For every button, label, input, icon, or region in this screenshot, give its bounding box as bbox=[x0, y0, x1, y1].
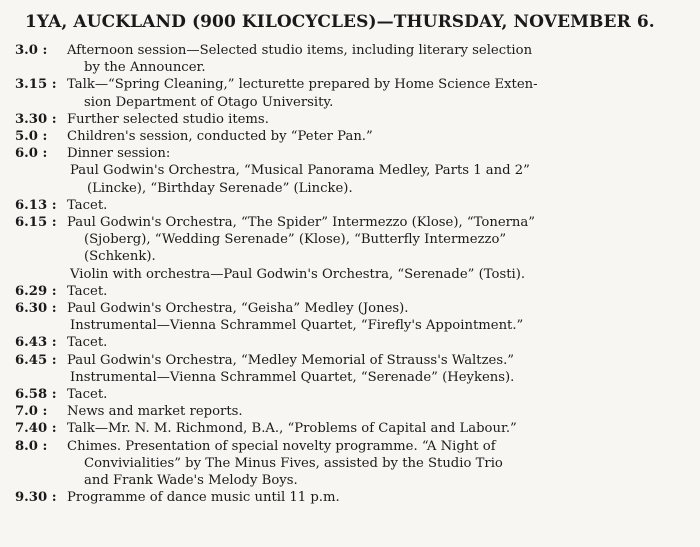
entry-line: Talk—“Spring Cleaning,” lecturette prepared by Home Science Exten- bbox=[67, 77, 538, 93]
entry-time: 7.0 : bbox=[15, 404, 48, 420]
entry-description bbox=[67, 283, 695, 300]
entry-line: and Frank Wade's Melody Boys. bbox=[84, 473, 298, 489]
entry-time: 6.58 : bbox=[15, 387, 57, 403]
programme-entry bbox=[15, 145, 695, 197]
entry-line: Tacet. bbox=[67, 197, 108, 213]
programme-entry bbox=[15, 300, 695, 334]
entry-description bbox=[67, 403, 695, 420]
entry-time: 6.29 : bbox=[15, 283, 57, 299]
programme-entry bbox=[15, 352, 695, 386]
entry-description bbox=[67, 111, 695, 128]
entry-time: 6.43 : bbox=[15, 335, 57, 351]
entry-line: Tacet. bbox=[67, 335, 108, 351]
entry-description bbox=[67, 438, 695, 490]
entry-description bbox=[67, 300, 695, 334]
entry-line: Paul Godwin's Orchestra, “Musical Panorama Medley, Parts 1 and 2” bbox=[70, 163, 530, 179]
entry-description bbox=[67, 197, 695, 214]
entry-line: by the Announcer. bbox=[84, 60, 206, 76]
entry-time: 6.0 : bbox=[15, 146, 48, 162]
programme-entry bbox=[15, 489, 695, 506]
entry-line: (Lincke), “Birthday Serenade” (Lincke). bbox=[87, 180, 353, 196]
entry-line: Further selected studio items. bbox=[67, 111, 269, 127]
entry-description bbox=[67, 42, 695, 76]
programme-entry bbox=[15, 334, 695, 351]
entry-line: Programme of dance music until 11 p.m. bbox=[67, 490, 340, 506]
entry-time: 8.0 : bbox=[15, 438, 48, 454]
entry-description bbox=[67, 420, 695, 437]
station-heading: 1YA, AUCKLAND (900 KILOCYCLES)—THURSDAY, NOVEMBER 6. bbox=[25, 12, 655, 32]
entry-time: 5.0 : bbox=[15, 129, 48, 145]
entry-line: Dinner session: bbox=[67, 146, 171, 162]
entry-description bbox=[67, 128, 695, 145]
entry-time: 6.45 : bbox=[15, 352, 57, 368]
entry-line: Tacet. bbox=[67, 283, 108, 299]
entry-line: Instrumental—Vienna Schrammel Quartet, “Firefly's Appointment.” bbox=[70, 318, 524, 334]
entry-line: Talk—Mr. N. M. Richmond, B.A., “Problems of Capital and Labour.” bbox=[67, 421, 517, 437]
programme-entry bbox=[15, 111, 695, 128]
entry-time: 3.15 : bbox=[15, 77, 57, 93]
programme-entry bbox=[15, 386, 695, 403]
entry-time: 6.30 : bbox=[15, 301, 57, 317]
entry-line: (Schkenk). bbox=[84, 249, 156, 265]
programme-entry bbox=[15, 128, 695, 145]
programme-entry bbox=[15, 403, 695, 420]
entry-line: Afternoon session—Selected studio items, including literary selection bbox=[67, 43, 533, 58]
entry-line: Convivialities” by The Minus Fives, assisted by the Studio Trio bbox=[84, 455, 503, 471]
entry-line: Violin with orchestra—Paul Godwin's Orchestra, “Serenade” (Tosti). bbox=[70, 266, 526, 282]
entry-line: Paul Godwin's Orchestra, “Medley Memorial of Strauss's Waltzes.” bbox=[67, 352, 515, 368]
entry-line: Paul Godwin's Orchestra, “Geisha” Medley (Jones). bbox=[67, 301, 409, 317]
entry-time: 6.13 : bbox=[15, 197, 57, 213]
entry-time: 3.0 : bbox=[15, 43, 48, 58]
entry-line: Chimes. Presentation of special novelty programme. “A Night of bbox=[67, 438, 496, 454]
entry-description bbox=[67, 386, 695, 403]
programme-entry bbox=[15, 438, 695, 490]
entry-time: 3.30 : bbox=[15, 111, 57, 127]
entry-time: 9.30 : bbox=[15, 490, 57, 506]
programme-list bbox=[15, 42, 695, 506]
programme-entry bbox=[15, 42, 695, 76]
entry-description bbox=[67, 214, 695, 283]
entry-line: sion Department of Otago University. bbox=[84, 94, 334, 110]
entry-description bbox=[67, 352, 695, 386]
programme-entry bbox=[15, 420, 695, 437]
entry-description bbox=[67, 489, 695, 506]
programme-entry bbox=[15, 76, 695, 110]
programme-entry bbox=[15, 197, 695, 214]
entry-description bbox=[67, 334, 695, 351]
entry-description bbox=[67, 145, 695, 197]
entry-time: 7.40 : bbox=[15, 421, 57, 437]
entry-line: Instrumental—Vienna Schrammel Quartet, “Serenade” (Heykens). bbox=[70, 369, 515, 385]
entry-line: (Sjoberg), “Wedding Serenade” (Klose), “Butterfly Intermezzo” bbox=[84, 232, 507, 248]
programme-entry bbox=[15, 214, 695, 283]
entry-line: Children's session, conducted by “Peter Pan.” bbox=[67, 129, 373, 145]
entry-time: 6.15 : bbox=[15, 215, 57, 231]
entry-line: Tacet. bbox=[67, 387, 108, 403]
entry-line: Paul Godwin's Orchestra, “The Spider” Intermezzo (Klose), “Tonerna” bbox=[67, 215, 536, 231]
entry-line: News and market reports. bbox=[67, 404, 243, 420]
programme-entry bbox=[15, 283, 695, 300]
entry-description bbox=[67, 76, 695, 110]
